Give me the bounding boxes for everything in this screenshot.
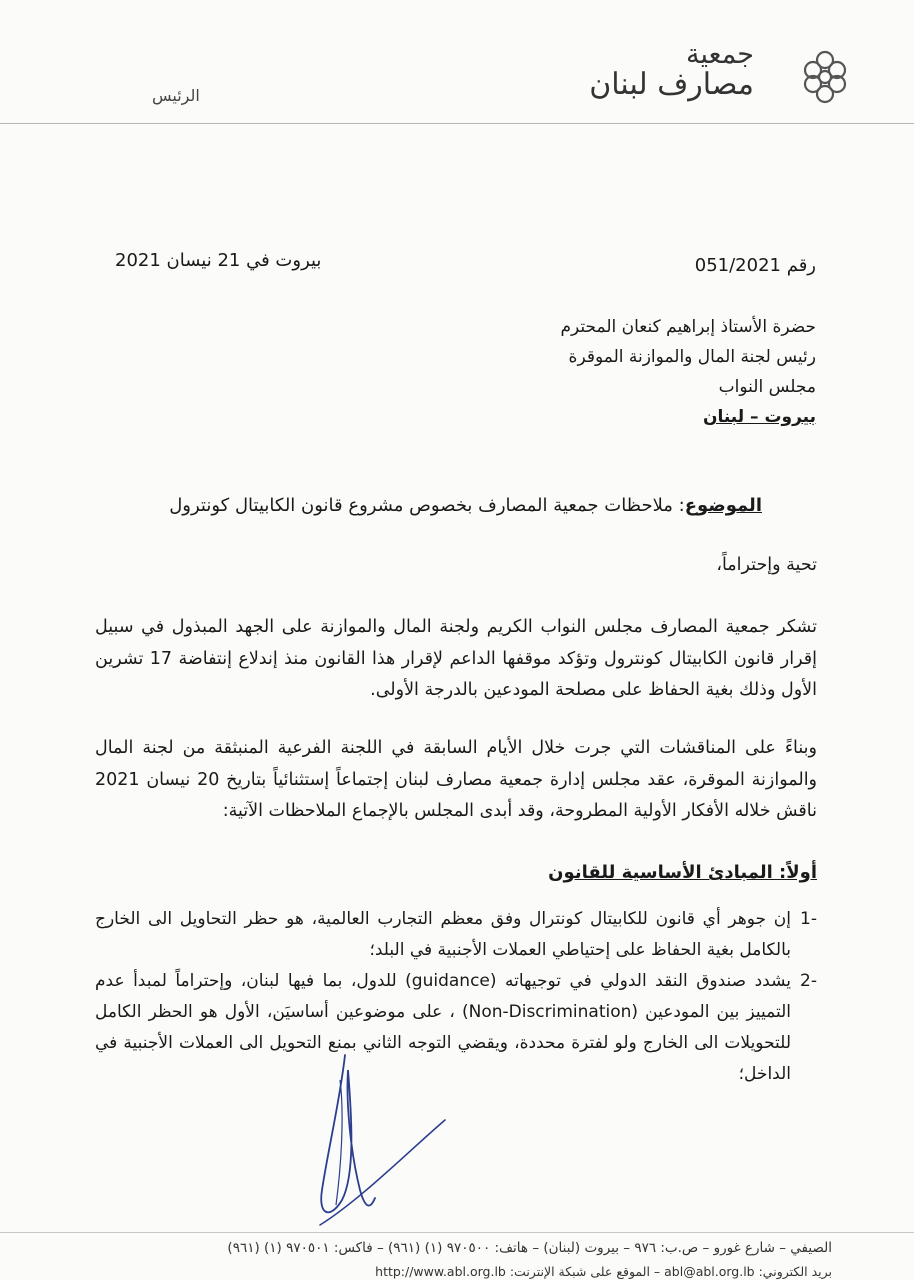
chairman-label: الرئيس <box>152 86 200 105</box>
footer-divider <box>0 1232 914 1233</box>
list-item-text: يشدد صندوق النقد الدولي في توجيهاته (guidance) للدول، بما فيها لبنان، وإحتراماً لمبدأ عدم التمييز بين المودعين (Non-Discrimination) ، على موضوعين أساسيَن، الأول هو الحظر الكامل للتحويلات الى الخارج ولو لفترة محددة، ويقضي التوجه الثاني بمنع التحويل الى العملات الأجنبية في الداخل؛ <box>95 971 791 1084</box>
recipient-block <box>561 312 817 432</box>
body-paragraph-2: وبناءً على المناقشات التي جرت خلال الأيام السابقة في اللجنة الفرعية المنبثقة من لجنة المال والموازنة الموقرة، عقد مجلس إدارة جمعية مصارف لبنان إجتماعاً إستثنائياً بتاريخ 20 نيسان 2021 ناقش خلاله الأفكار الأولية المطروحة، وقد أبدى المجلس بالإجماع الملاحظات الآتية: <box>95 738 818 821</box>
list-item <box>95 904 817 966</box>
list-item-number: -1 <box>800 909 817 929</box>
recipient-title: رئيس لجنة المال والموازنة الموقرة <box>568 347 816 367</box>
wordmark-line1: جمعية <box>686 39 754 70</box>
section-heading: أولاً: المبادئ الأساسية للقانون <box>548 862 817 883</box>
body-paragraph-1: تشكر جمعية المصارف مجلس النواب الكريم ولجنة المال والموازنة على الجهد المبذول في سبيل إقرار قانون الكابيتال كونترول وتؤكد موقفها الداعم لإقرار هذا القانون منذ إندلاع إنتفاضة 17 تشرين الأول وذلك بغية الحفاظ على مصلحة المودعين بالدرجة الأولى. <box>95 617 817 700</box>
footer-address: الصيفي – شارع غورو – ص.ب: ٩٧٦ – بيروت (لبنان) – هاتف: ٩٧٠٥٠٠ (١) (٩٦١) – فاكس: ٩٧٠٥٠١ (١) (٩٦١) <box>227 1240 832 1256</box>
recipient-location: بيروت – لبنان <box>702 407 816 427</box>
association-wordmark <box>589 40 754 100</box>
footer-contact: بريد الكتروني: abl@abl.org.lb – الموقع على شبكة الإنترنت: http://www.abl.org.lb <box>375 1264 832 1279</box>
recipient-institution: مجلس النواب <box>718 377 816 397</box>
reference-number: رقم 051/2021 <box>694 255 816 276</box>
header-divider <box>0 123 914 124</box>
subject-text: : ملاحظات جمعية المصارف بخصوص مشروع قانون الكابيتال كونترول <box>169 495 685 516</box>
letter-date: بيروت في 21 نيسان 2021 <box>115 250 322 271</box>
greeting: تحية وإحتراماً، <box>716 555 817 575</box>
association-logo-icon <box>800 48 850 106</box>
list-item-text: إن جوهر أي قانون للكابيتال كونترال وفق معظم التجارب العالمية، هو حظر التحاويل الى الخارج بالكامل بغية الحفاظ على إحتياطي العملات الأجنبية في البلد؛ <box>95 909 791 960</box>
list-item-number: -2 <box>800 971 817 991</box>
recipient-name: حضرة الأستاذ إبراهيم كنعان المحترم <box>560 317 816 337</box>
subject-label: الموضوع <box>684 495 762 516</box>
handwritten-signature <box>300 1040 460 1230</box>
wordmark-line2: مصارف لبنان <box>589 67 754 102</box>
subject-line <box>169 495 762 516</box>
